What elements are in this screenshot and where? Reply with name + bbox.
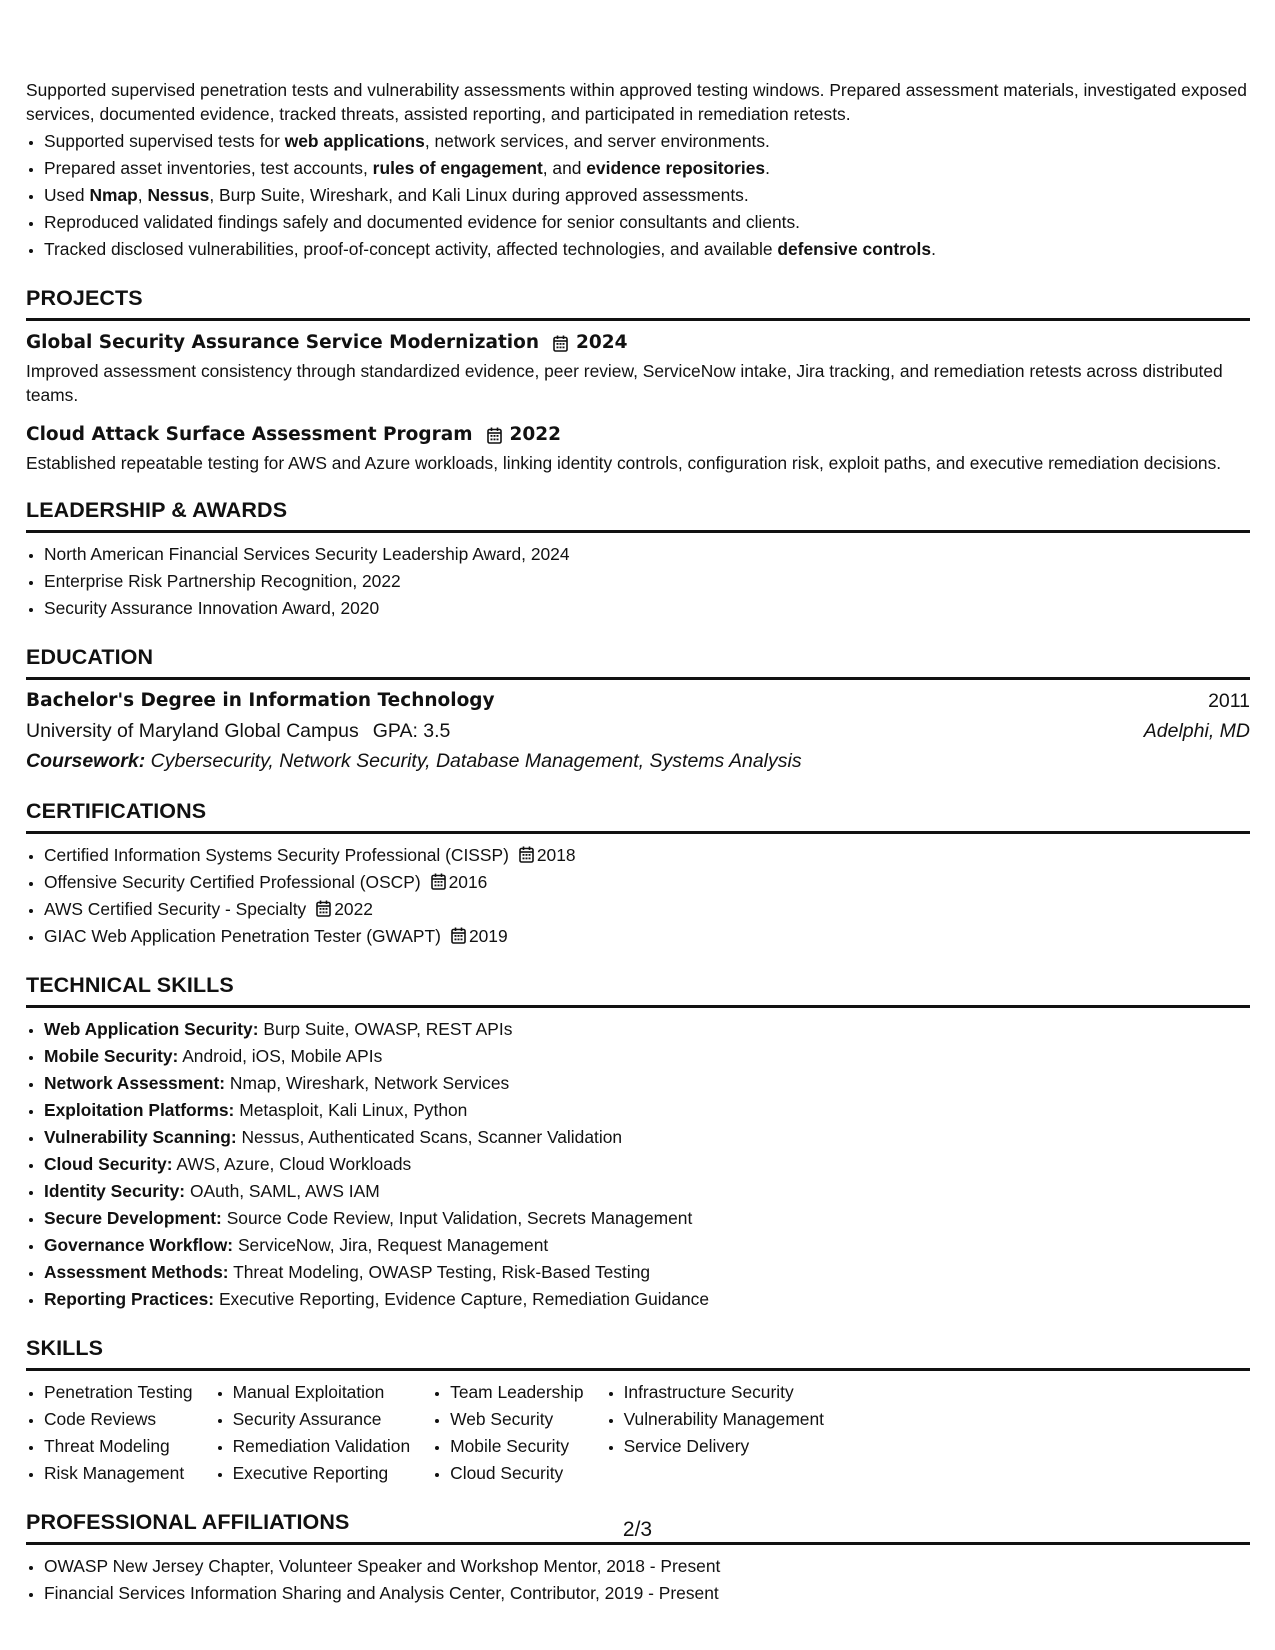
experience-bullet: • Supported supervised tests for web applications, network services, and server environments. xyxy=(44,128,1250,155)
graduation-year: 2011 xyxy=(1208,690,1250,712)
certification-year: 2022 xyxy=(334,899,373,919)
projects-section xyxy=(26,285,1250,475)
section-title-skills: SKILLS xyxy=(26,1335,1250,1371)
coursework xyxy=(26,746,1250,776)
experience-bullet: • Tracked disclosed vulnerabilities, proof-of-concept activity, affected technologies, and available defensive controls. xyxy=(44,236,1250,263)
skill-item: • Remediation Validation xyxy=(233,1433,411,1460)
skill-item: • Risk Management xyxy=(44,1460,193,1487)
coursework-list: Cybersecurity, Network Security, Database Management, Systems Analysis xyxy=(150,750,802,772)
experience-bullets xyxy=(26,128,1250,263)
award-item: • North American Financial Services Security Leadership Award, 2024 xyxy=(44,541,1250,568)
school-location: Adelphi, MD xyxy=(1143,720,1250,742)
project-item xyxy=(26,421,1250,475)
section-title-technical-skills: TECHNICAL SKILLS xyxy=(26,972,1250,1008)
calendar-icon xyxy=(431,873,446,890)
certification-name: Certified Information Systems Security Professional (CISSP) xyxy=(44,845,509,865)
section-title-awards: LEADERSHIP & AWARDS xyxy=(26,497,1250,533)
certification-year: 2019 xyxy=(468,926,508,946)
skill-item: • Manual Exploitation xyxy=(233,1379,411,1406)
award-item: • Security Assurance Innovation Award, 2020 xyxy=(44,595,1250,622)
experience-summary: Supported supervised penetration tests and vulnerability assessments within approved testing windows. Prepared assessment materials, investigated exposed services, documented evidence, tracked threats, assisted reporting, and participated in remediation retests. xyxy=(26,80,1247,124)
project-name: Global Security Assurance Service Modernization xyxy=(26,332,540,353)
calendar-icon xyxy=(316,900,331,917)
skill-item: • Team Leadership xyxy=(450,1379,583,1406)
education-section xyxy=(26,644,1250,776)
skill-item: • Mobile Security xyxy=(450,1433,583,1460)
school-name: University of Maryland Global Campus xyxy=(26,720,359,742)
skills-section xyxy=(26,1335,1250,1487)
certification-year: 2018 xyxy=(536,845,576,865)
technical-skill-item: • Mobile Security: Android, iOS, Mobile APIs xyxy=(44,1043,1250,1070)
certification-name: AWS Certified Security - Specialty xyxy=(44,899,307,919)
technical-skill-item: • Web Application Security: Burp Suite, OWASP, REST APIs xyxy=(44,1016,1250,1043)
skill-item: • Penetration Testing xyxy=(44,1379,193,1406)
certification-name: GIAC Web Application Penetration Tester (GWAPT) xyxy=(44,926,441,946)
skills-column xyxy=(606,1379,824,1487)
technical-skill-item: • Cloud Security: AWS, Azure, Cloud Workloads xyxy=(44,1151,1250,1178)
skill-item: • Cloud Security xyxy=(450,1460,583,1487)
calendar-icon xyxy=(553,335,568,352)
technical-skill-item: • Identity Security: OAuth, SAML, AWS IAM xyxy=(44,1178,1250,1205)
experience-bullet: • Used Nmap, Nessus, Burp Suite, Wireshark, and Kali Linux during approved assessments. xyxy=(44,182,1250,209)
project-name: Cloud Attack Surface Assessment Program xyxy=(26,424,473,445)
skills-grid xyxy=(26,1379,1250,1487)
certification-name: Offensive Security Certified Professional (OSCP) xyxy=(44,872,421,892)
section-title-projects: PROJECTS xyxy=(26,285,1250,321)
certification-item xyxy=(44,869,1250,896)
skills-column xyxy=(215,1379,411,1487)
project-item xyxy=(26,329,1250,407)
skill-item: • Service Delivery xyxy=(624,1433,824,1460)
technical-skill-item: • Assessment Methods: Threat Modeling, OWASP Testing, Risk-Based Testing xyxy=(44,1259,1250,1286)
certification-item xyxy=(44,896,1250,923)
coursework-label: Coursework: xyxy=(26,750,146,772)
skills-column xyxy=(26,1379,193,1487)
skill-item: • Executive Reporting xyxy=(233,1460,411,1487)
technical-skill-item: • Governance Workflow: ServiceNow, Jira, Request Management xyxy=(44,1232,1250,1259)
skill-item: • Vulnerability Management xyxy=(624,1406,824,1433)
technical-skill-item: • Exploitation Platforms: Metasploit, Kali Linux, Python xyxy=(44,1097,1250,1124)
certifications-section xyxy=(26,798,1250,950)
technical-skill-item: • Reporting Practices: Executive Reporting, Evidence Capture, Remediation Guidance xyxy=(44,1286,1250,1313)
section-title-certifications: CERTIFICATIONS xyxy=(26,798,1250,834)
skill-item: • Code Reviews xyxy=(44,1406,193,1433)
technical-skill-item: • Secure Development: Source Code Review, Input Validation, Secrets Management xyxy=(44,1205,1250,1232)
certification-item xyxy=(44,842,1250,869)
degree-name: Bachelor's Degree in Information Technology xyxy=(26,690,495,711)
resume-page xyxy=(26,78,1250,1607)
calendar-icon xyxy=(519,846,534,863)
skill-item: • Web Security xyxy=(450,1406,583,1433)
award-item: • Enterprise Risk Partnership Recognition, 2022 xyxy=(44,568,1250,595)
project-description: Improved assessment consistency through standardized evidence, peer review, ServiceNow intake, Jira tracking, and remediation retests across distributed teams. xyxy=(26,361,1223,405)
skills-column xyxy=(432,1379,583,1487)
project-year: 2022 xyxy=(509,424,561,445)
certification-item xyxy=(44,923,1250,950)
affiliation-item: • OWASP New Jersey Chapter, Volunteer Speaker and Workshop Mentor, 2018 - Present xyxy=(44,1553,1250,1580)
affiliation-item: • Financial Services Information Sharing and Analysis Center, Contributor, 2019 - Present xyxy=(44,1580,1250,1607)
calendar-icon xyxy=(487,427,502,444)
project-year: 2024 xyxy=(576,332,628,353)
awards-section xyxy=(26,497,1250,622)
experience-bullet: • Prepared asset inventories, test accounts, rules of engagement, and evidence repositories. xyxy=(44,155,1250,182)
technical-skills-section xyxy=(26,972,1250,1313)
section-title-affiliations: PROFESSIONAL AFFILIATIONS xyxy=(26,1509,1250,1545)
page-number: 2/3 xyxy=(622,1518,653,1541)
skill-item: • Security Assurance xyxy=(233,1406,411,1433)
technical-skill-item: • Network Assessment: Nmap, Wireshark, Network Services xyxy=(44,1070,1250,1097)
gpa: GPA: 3.5 xyxy=(372,720,451,742)
section-title-education: EDUCATION xyxy=(26,644,1250,680)
experience-bullet: • Reproduced validated findings safely and documented evidence for senior consultants and clients. xyxy=(44,209,1250,236)
calendar-icon xyxy=(451,927,466,944)
skill-item: • Threat Modeling xyxy=(44,1433,193,1460)
skill-item: • Infrastructure Security xyxy=(624,1379,824,1406)
technical-skill-item: • Vulnerability Scanning: Nessus, Authenticated Scans, Scanner Validation xyxy=(44,1124,1250,1151)
project-description: Established repeatable testing for AWS and Azure workloads, linking identity controls, configuration risk, exploit paths, and executive remediation decisions. xyxy=(26,453,1222,473)
certification-year: 2016 xyxy=(448,872,488,892)
